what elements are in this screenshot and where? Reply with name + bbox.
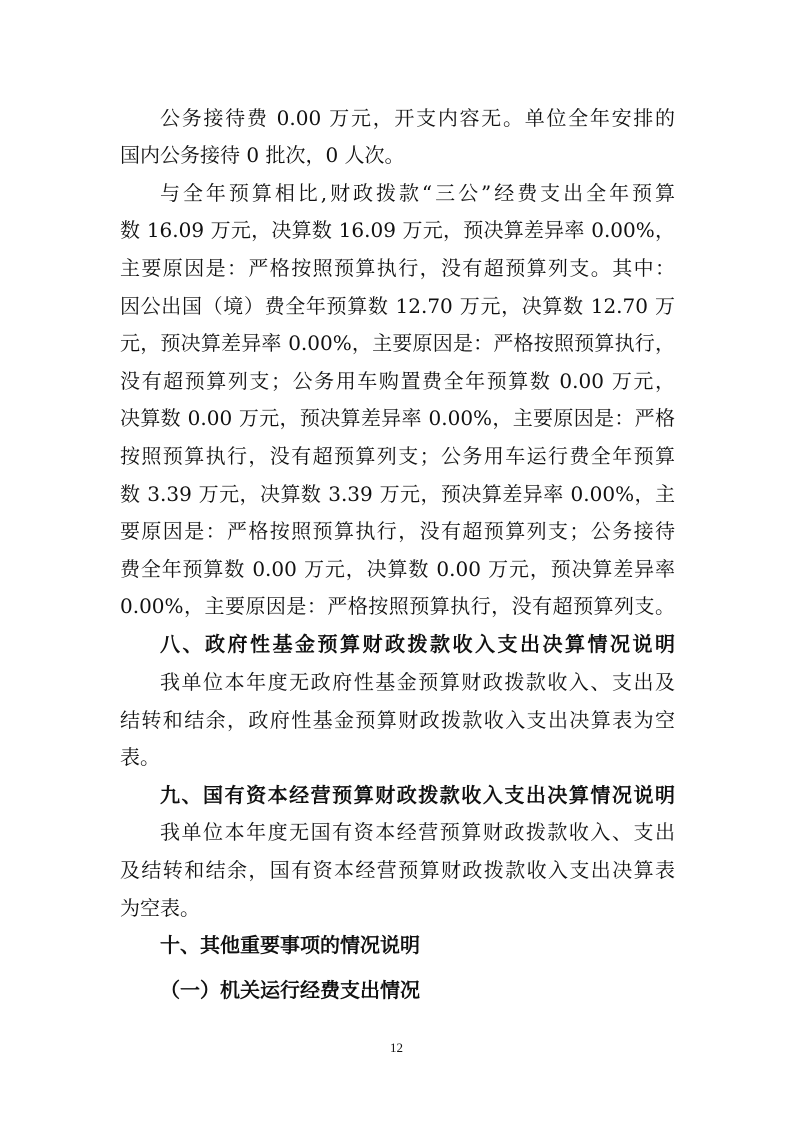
paragraph-line: 主要原因是：严格按照预算执行，没有超预算列支。其中： [120,256,675,280]
paragraph-line: 要原因是：严格按照预算执行，没有超预算列支；公务接待 [120,519,675,543]
paragraph-line: 数 16.09 万元，决算数 16.09 万元，预决算差异率 0.00%， [120,218,675,242]
paragraph-line: 为空表。 [120,896,200,920]
section-heading: 九、国有资本经营预算财政拨款收入支出决算情况说明 [160,783,675,807]
paragraph-line: 我单位本年度无政府性基金预算财政拨款收入、支出及 [160,670,675,694]
paragraph-line: 因公出国（境）费全年预算数 12.70 万元，决算数 12.70 万 [120,294,675,318]
paragraph-line: 表。 [120,745,160,769]
section-heading: 十、其他重要事项的情况说明 [160,933,420,957]
paragraph-line: 结转和结余，政府性基金预算财政拨款收入支出决算表为空 [120,708,675,732]
paragraph-line: 按照预算执行，没有超预算列支；公务用车运行费全年预算 [120,444,675,468]
paragraph-line: 与全年预算相比,财政拨款“三公”经费支出全年预算 [160,181,675,205]
paragraph-line: 0.00%，主要原因是：严格按照预算执行，没有超预算列支。 [120,594,675,618]
paragraph-line: 国内公务接待 0 批次，0 人次。 [120,143,405,167]
paragraph-line: 元，预决算差异率 0.00%，主要原因是：严格按照预算执行， [120,331,675,355]
paragraph-line: 决算数 0.00 万元，预决算差异率 0.00%，主要原因是：严格 [120,406,675,430]
paragraph-line: 数 3.39 万元，决算数 3.39 万元，预决算差异率 0.00%，主 [120,482,675,506]
paragraph-line: 没有超预算列支；公务用车购置费全年预算数 0.00 万元， [120,369,675,393]
subsection-heading: （一）机关运行经费支出情况 [160,978,420,1002]
paragraph-line: 我单位本年度无国有资本经营预算财政拨款收入、支出 [160,820,675,844]
page-number: 12 [390,1040,403,1055]
paragraph-line: 公务接待费 0.00 万元，开支内容无。单位全年安排的 [160,106,675,130]
paragraph-line: 及结转和结余，国有资本经营预算财政拨款收入支出决算表 [120,858,675,882]
paragraph-line: 费全年预算数 0.00 万元，决算数 0.00 万元，预决算差异率 [120,557,675,581]
section-heading: 八、政府性基金预算财政拨款收入支出决算情况说明 [160,632,675,656]
